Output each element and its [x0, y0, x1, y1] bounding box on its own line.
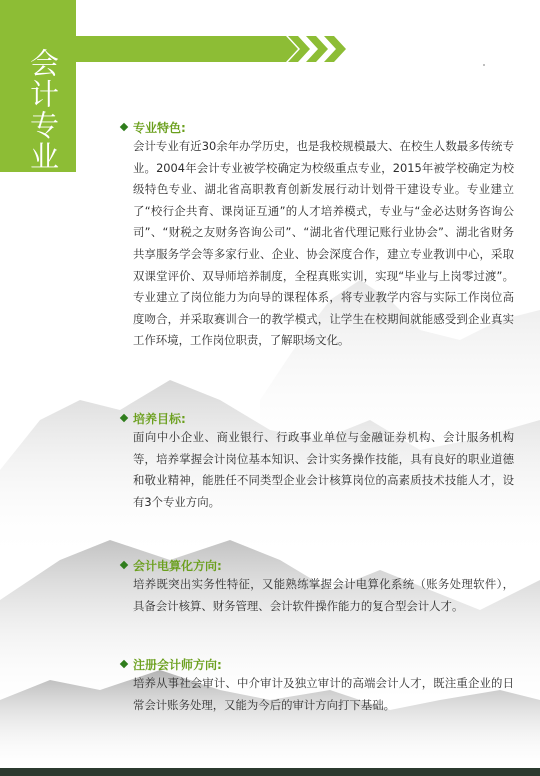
chevron-right-icon — [324, 36, 346, 62]
section-heading-text: 专业特色: — [133, 120, 186, 135]
section-body: 培养既突出实务性特征，又能熟练掌握会计电算化系统（账务处理软件），具备会计核算、财务管理、会计软件操作能力的复合型会计人才。 — [133, 577, 514, 613]
section-heading-text: 培养目标: — [133, 411, 186, 426]
section-heading — [119, 409, 514, 427]
section-body: 面向中小企业、商业银行、行政事业单位与金融证券机构、会计服务机构等，培养掌握会计岗位基本知识、会计实务操作技能，具有良好的职业道德和敬业精神，能胜任不同类型企业会计核算岗位的高素质技术技能人才，设有3个专业方向。 — [133, 430, 514, 509]
side-title: 会计专业 — [26, 48, 60, 172]
section-body: 会计专业有近30余年办学历史，也是我校规模最大、在校生人数最多传统专业。2004年会计专业被学校确定为校级重点专业，2015年被学校确定为校级特色专业、湖北省高职教育创新发展行动计划骨干建设专业。专业建立了“校行企共育、课岗证互通”的人才培养模式，专业与“金必达财务咨询公司”、“财税之友财务咨询公司”、“湖北省代理记账行业协会”、湖北省财务共享服务学会等多家行业、企业、协会深度合作，建立专业教训中心，采取双课堂评价、双导师培养制度，全程真账实训，实现“毕业与上岗零过渡”。专业建立了岗位能力为向导的课程体系，将专业教学内容与实际工作岗位高度吻合，并采取赛训合一的教学模式，让学生在校期间就能感受到企业真实工作环境，工作岗位职责，了解职场文化。 — [133, 139, 514, 348]
section-heading — [119, 655, 514, 673]
section-heading-text: 注册会计师方向: — [133, 657, 222, 672]
section-computerized-accounting — [119, 556, 514, 617]
section-body: 培养从事社会审计、中介审计及独立审计的高端会计人才，既注重企业的日常会计账务处理，又能为今后的审计方向打下基础。 — [133, 676, 514, 712]
diamond-bullet-icon — [120, 123, 128, 131]
header-banner — [76, 36, 306, 62]
section-cpa — [119, 655, 514, 716]
side-title-tab — [0, 0, 76, 172]
diamond-bullet-icon — [120, 660, 128, 668]
diamond-bullet-icon — [120, 561, 128, 569]
section-heading-text: 会计电算化方向: — [133, 558, 222, 573]
section-features — [119, 118, 514, 352]
section-heading — [119, 556, 514, 574]
footer-bar — [0, 768, 540, 776]
section-goals — [119, 409, 514, 513]
section-heading — [119, 118, 514, 136]
diamond-bullet-icon — [120, 414, 128, 422]
decorative-dot — [483, 64, 485, 66]
